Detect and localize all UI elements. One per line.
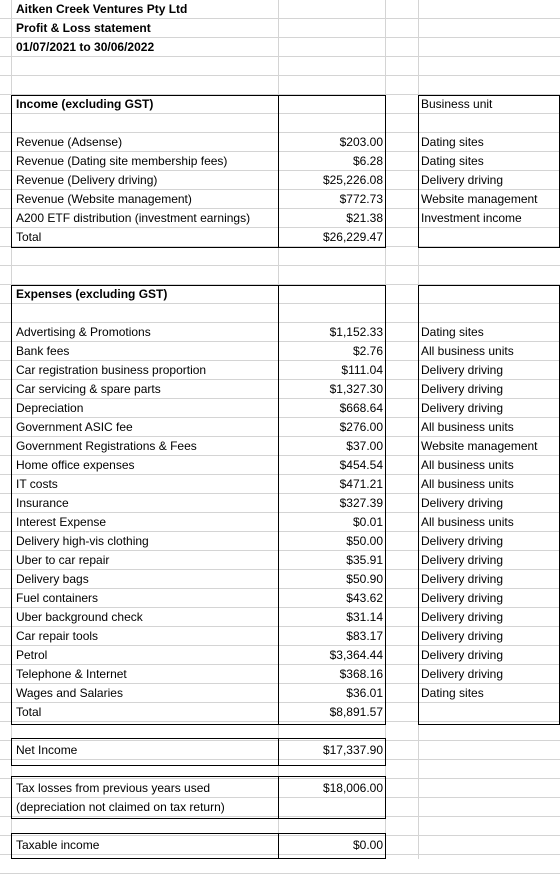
amount-cell[interactable]: $203.00 xyxy=(339,135,383,149)
business-unit-cell[interactable]: All business units xyxy=(421,477,514,491)
amount-cell[interactable]: $21.38 xyxy=(346,211,383,225)
taxable-income-amount-box xyxy=(278,833,386,859)
tax-losses-amount-box xyxy=(278,776,386,819)
amount-cell[interactable]: $111.04 xyxy=(341,363,383,377)
amount-cell[interactable]: $2.76 xyxy=(352,344,383,358)
income-amount-box xyxy=(278,95,386,248)
label-cell[interactable]: Income (excluding GST) xyxy=(16,97,154,111)
label-cell[interactable]: Bank fees xyxy=(16,344,70,358)
business-unit-cell[interactable]: Dating sites xyxy=(421,154,484,168)
label-cell[interactable]: Delivery high-vis clothing xyxy=(16,534,149,548)
business-unit-cell[interactable]: Dating sites xyxy=(421,135,484,149)
label-cell[interactable]: Tax losses from previous years used xyxy=(16,781,211,795)
business-unit-cell[interactable]: Delivery driving xyxy=(421,591,504,605)
label-cell[interactable]: Uber to car repair xyxy=(16,553,110,567)
amount-cell[interactable]: $18,006.00 xyxy=(322,781,383,795)
empty-grid-row xyxy=(0,247,560,266)
label-cell[interactable]: Car repair tools xyxy=(16,629,99,643)
amount-cell[interactable]: $0.00 xyxy=(352,838,383,852)
company-name-row xyxy=(0,0,560,19)
business-unit-cell[interactable]: Dating sites xyxy=(421,325,484,339)
business-unit-cell[interactable]: Investment income xyxy=(421,211,522,225)
amount-cell[interactable]: $1,152.33 xyxy=(329,325,383,339)
business-unit-cell[interactable]: Delivery driving xyxy=(421,173,504,187)
business-unit-cell[interactable]: Delivery driving xyxy=(421,382,504,396)
expenses-amount-box xyxy=(278,285,386,725)
empty-grid-row xyxy=(0,57,560,76)
label-cell[interactable]: Revenue (Website management) xyxy=(16,192,192,206)
business-unit-cell[interactable]: Delivery driving xyxy=(421,572,504,586)
amount-cell[interactable]: $3,364.44 xyxy=(329,648,383,662)
amount-cell[interactable]: $50.90 xyxy=(346,572,383,586)
label-cell[interactable]: Insurance xyxy=(16,496,69,510)
label-cell[interactable]: Depreciation xyxy=(16,401,84,415)
amount-cell[interactable]: $1,327.30 xyxy=(329,382,383,396)
label-cell[interactable]: Aitken Creek Ventures Pty Ltd xyxy=(16,2,188,16)
business-unit-cell[interactable]: Delivery driving xyxy=(421,401,504,415)
label-cell[interactable]: Delivery bags xyxy=(16,572,89,586)
amount-cell[interactable]: $668.64 xyxy=(339,401,383,415)
label-cell[interactable]: Fuel containers xyxy=(16,591,99,605)
label-cell[interactable]: Petrol xyxy=(16,648,48,662)
expenses-section-box xyxy=(11,285,279,725)
label-cell[interactable]: Total xyxy=(16,705,42,719)
amount-cell[interactable]: $35.91 xyxy=(346,553,383,567)
business-unit-cell[interactable]: All business units xyxy=(421,420,514,434)
report-period-row xyxy=(0,38,560,57)
label-cell[interactable]: Car registration business proportion xyxy=(16,363,207,377)
label-cell[interactable]: Revenue (Adsense) xyxy=(16,135,123,149)
amount-cell[interactable]: $276.00 xyxy=(339,420,383,434)
amount-cell[interactable]: $31.14 xyxy=(346,610,383,624)
label-cell[interactable]: Interest Expense xyxy=(16,515,107,529)
label-cell[interactable]: Taxable income xyxy=(16,838,100,852)
label-cell[interactable]: Government ASIC fee xyxy=(16,420,133,434)
business-unit-cell[interactable]: Business unit xyxy=(421,97,493,111)
business-unit-cell[interactable]: Delivery driving xyxy=(421,629,504,643)
amount-cell[interactable]: $83.17 xyxy=(346,629,383,643)
amount-cell[interactable]: $454.54 xyxy=(339,458,383,472)
business-unit-cell[interactable]: Delivery driving xyxy=(421,667,504,681)
amount-cell[interactable]: $17,337.90 xyxy=(322,743,383,757)
label-cell[interactable]: Telephone & Internet xyxy=(16,667,127,681)
label-cell[interactable]: Revenue (Dating site membership fees) xyxy=(16,154,228,168)
business-unit-cell[interactable]: All business units xyxy=(421,458,514,472)
label-cell[interactable]: Advertising & Promotions xyxy=(16,325,151,339)
label-cell[interactable]: A200 ETF distribution (investment earnings) xyxy=(16,211,251,225)
label-cell[interactable]: Profit & Loss statement xyxy=(16,21,151,35)
business-unit-cell[interactable]: All business units xyxy=(421,515,514,529)
label-cell[interactable]: IT costs xyxy=(16,477,58,491)
report-title-row xyxy=(0,19,560,38)
business-unit-cell[interactable]: Delivery driving xyxy=(421,534,504,548)
label-cell[interactable]: Uber background check xyxy=(16,610,143,624)
label-cell[interactable]: Wages and Salaries xyxy=(16,686,123,700)
net-income-amount-box xyxy=(278,738,386,766)
business-unit-cell[interactable]: Delivery driving xyxy=(421,363,504,377)
amount-cell[interactable]: $50.00 xyxy=(346,534,383,548)
amount-cell[interactable]: $25,226.08 xyxy=(322,173,383,187)
amount-cell[interactable]: $36.01 xyxy=(346,686,383,700)
amount-cell[interactable]: $26,229.47 xyxy=(322,230,383,244)
income-section-box xyxy=(11,95,279,248)
amount-cell[interactable]: $37.00 xyxy=(346,439,383,453)
label-cell[interactable]: (depreciation not claimed on tax return) xyxy=(16,800,225,814)
label-cell[interactable]: 01/07/2021 to 30/06/2022 xyxy=(16,40,155,54)
tax-losses-box xyxy=(11,776,279,819)
business-unit-cell[interactable]: Dating sites xyxy=(421,686,484,700)
amount-cell[interactable]: $471.21 xyxy=(339,477,383,491)
label-cell[interactable]: Revenue (Delivery driving) xyxy=(16,173,158,187)
business-unit-cell[interactable]: Website management xyxy=(421,192,538,206)
empty-grid-row xyxy=(0,266,560,285)
amount-cell[interactable]: $43.62 xyxy=(346,591,383,605)
label-cell[interactable]: Home office expenses xyxy=(16,458,135,472)
amount-cell[interactable]: $772.73 xyxy=(339,192,383,206)
amount-cell[interactable]: $327.39 xyxy=(339,496,383,510)
income-unit-box xyxy=(418,95,560,248)
empty-grid-row xyxy=(0,76,560,95)
label-cell[interactable]: Total xyxy=(16,230,42,244)
business-unit-cell[interactable]: All business units xyxy=(421,344,514,358)
amount-cell[interactable]: $368.16 xyxy=(339,667,383,681)
net-income-box xyxy=(11,738,279,766)
business-unit-cell[interactable]: Delivery driving xyxy=(421,648,504,662)
amount-cell[interactable]: $0.01 xyxy=(352,515,383,529)
business-unit-cell[interactable]: Delivery driving xyxy=(421,610,504,624)
business-unit-cell[interactable]: Delivery driving xyxy=(421,553,504,567)
label-cell[interactable]: Car servicing & spare parts xyxy=(16,382,161,396)
amount-cell[interactable]: $8,891.57 xyxy=(329,705,383,719)
label-cell[interactable]: Expenses (excluding GST) xyxy=(16,287,168,301)
taxable-income-box xyxy=(11,833,279,859)
amount-cell[interactable]: $6.28 xyxy=(352,154,383,168)
business-unit-cell[interactable]: Delivery driving xyxy=(421,496,504,510)
expenses-unit-box xyxy=(418,285,560,725)
label-cell[interactable]: Net Income xyxy=(16,743,78,757)
business-unit-cell[interactable]: Website management xyxy=(421,439,538,453)
label-cell[interactable]: Government Registrations & Fees xyxy=(16,439,197,453)
